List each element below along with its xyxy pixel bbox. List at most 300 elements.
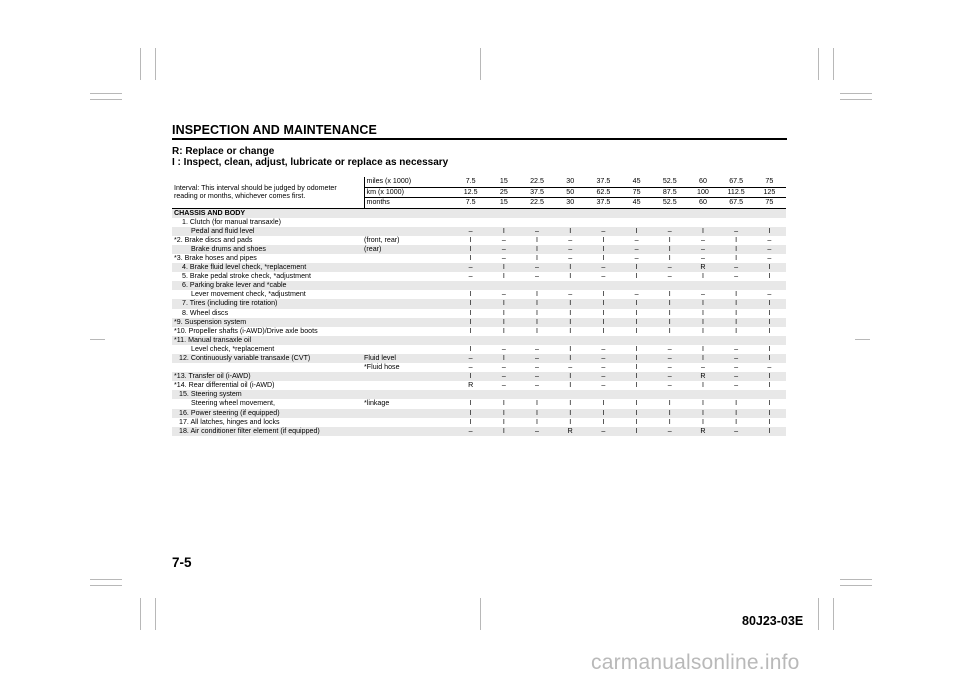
schedule-cell: – [568, 290, 573, 299]
schedule-row [172, 418, 786, 427]
schedule-cell: I [502, 299, 505, 308]
schedule-cell [653, 208, 686, 218]
item-label: 16. Power steering (if equipped) [179, 408, 280, 417]
schedule-cell: – [535, 372, 539, 381]
scale-value: 22.5 [520, 177, 553, 187]
schedule-cell: I [668, 253, 671, 262]
schedule-cell [487, 336, 520, 345]
schedule-cell: I [768, 381, 771, 390]
schedule-cell: I [668, 235, 671, 244]
item-qualifier: Fluid level [364, 354, 396, 362]
schedule-cell [753, 336, 786, 345]
scale-value: 45 [620, 177, 653, 187]
schedule-cell: – [734, 272, 739, 281]
scale-value: 7.5 [454, 198, 487, 209]
schedule-cell: – [501, 381, 506, 390]
schedule-cell: I [635, 426, 638, 435]
schedule-cell: – [734, 426, 739, 435]
scale-value: 100 [686, 187, 719, 198]
schedule-cell: I [602, 299, 605, 308]
schedule-cell: – [468, 354, 473, 362]
schedule-cell: I [536, 290, 538, 299]
scale-value: 52.5 [653, 198, 686, 209]
schedule-cell [620, 336, 653, 345]
schedule-cell: – [767, 244, 772, 253]
schedule-cell: I [602, 253, 605, 262]
schedule-cell: I [635, 226, 638, 235]
schedule-cell [520, 390, 553, 399]
schedule-cell: I [635, 263, 638, 272]
schedule-cell: I [668, 417, 671, 426]
scale-value: 25 [487, 187, 520, 198]
schedule-cell [520, 281, 553, 290]
crop-mark [818, 598, 819, 630]
item-label: *10. Propeller shafts (i-AWD)/Drive axle boots [174, 326, 318, 335]
schedule-cell: I [602, 290, 605, 299]
schedule-cell: I [469, 344, 472, 353]
item-label: *11. Manual transaxle oil [174, 335, 252, 344]
schedule-row [172, 336, 786, 345]
schedule-row [172, 427, 786, 436]
scale-value: 112.5 [720, 187, 753, 198]
schedule-cell: I [569, 381, 572, 390]
schedule-cell [454, 336, 487, 345]
schedule-cell: – [734, 226, 739, 235]
item-qualifier [364, 254, 454, 263]
schedule-cell: I [602, 317, 605, 326]
schedule-cell [487, 281, 520, 290]
schedule-cell: I [602, 326, 605, 335]
schedule-cell: I [602, 399, 605, 408]
schedule-cell: – [468, 363, 473, 372]
schedule-cell: I [768, 354, 771, 362]
schedule-cell: I [768, 308, 771, 317]
scale-value: 75 [753, 198, 786, 209]
schedule-cell: I [536, 399, 538, 408]
schedule-cell: – [667, 426, 672, 435]
schedule-cell: I [735, 317, 738, 326]
schedule-cell [620, 218, 653, 227]
schedule-cell: I [735, 326, 738, 335]
schedule-cell: R [700, 263, 706, 272]
schedule-cell: I [602, 235, 605, 244]
schedule-cell: I [536, 253, 538, 262]
schedule-cell: I [701, 354, 704, 362]
schedule-cell: – [501, 363, 506, 372]
schedule-row [172, 318, 786, 327]
schedule-cell: – [568, 244, 573, 253]
schedule-cell [686, 208, 719, 218]
schedule-cell: I [701, 226, 704, 235]
schedule-cell [587, 281, 620, 290]
schedule-cell: – [468, 426, 473, 435]
schedule-cell: I [668, 399, 671, 408]
item-qualifier [364, 336, 454, 345]
scale-value: 75 [753, 177, 786, 187]
schedule-cell: I [569, 317, 572, 326]
schedule-cell: – [667, 272, 672, 281]
schedule-cell: R [700, 426, 706, 435]
schedule-cell [620, 208, 653, 218]
schedule-cell: I [536, 417, 538, 426]
schedule-cell: I [735, 235, 738, 244]
schedule-cell: – [468, 226, 473, 235]
schedule-cell: I [469, 317, 472, 326]
schedule-cell: – [667, 363, 672, 372]
schedule-cell [554, 218, 587, 227]
schedule-cell [554, 336, 587, 345]
schedule-row [172, 299, 786, 308]
schedule-cell: – [601, 372, 606, 381]
item-qualifier [364, 318, 454, 327]
schedule-cell: I [701, 417, 704, 426]
schedule-cell: I [569, 326, 572, 335]
schedule-cell: I [768, 263, 771, 272]
schedule-cell: I [602, 244, 605, 253]
schedule-cell: I [502, 317, 505, 326]
schedule-cell: – [535, 354, 539, 362]
schedule-cell [487, 208, 520, 218]
scale-value: 37.5 [587, 177, 620, 187]
schedule-cell [720, 390, 753, 399]
item-qualifier [364, 218, 454, 227]
schedule-cell: – [501, 290, 506, 299]
schedule-cell: – [734, 354, 739, 362]
item-label: Pedal and fluid level [191, 226, 255, 235]
schedule-cell [686, 218, 719, 227]
schedule-cell [520, 218, 553, 227]
schedule-cell: I [502, 354, 505, 362]
schedule-cell: – [601, 354, 606, 362]
scale-value: 125 [753, 187, 786, 198]
crop-mark [480, 48, 481, 80]
schedule-cell [753, 208, 786, 218]
item-label: 8. Wheel discs [182, 308, 229, 317]
legend [172, 146, 448, 168]
legend-inspect: I : Inspect, clean, adjust, lubricate or replace as necessary [172, 157, 449, 168]
scale-value: 30 [554, 198, 587, 209]
scale-value: 52.5 [653, 177, 686, 187]
schedule-cell: I [469, 290, 472, 299]
schedule-cell: R [700, 372, 706, 381]
schedule-cell: I [536, 308, 538, 317]
item-qualifier [364, 290, 454, 299]
item-label: *13. Transfer oil (i-AWD) [174, 372, 251, 381]
schedule-cell: – [601, 272, 606, 281]
schedule-row [172, 227, 786, 236]
schedule-cell: – [667, 372, 672, 381]
schedule-cell: I [469, 326, 472, 335]
item-qualifier [364, 208, 454, 218]
schedule-cell: I [735, 417, 738, 426]
item-label [172, 363, 364, 372]
schedule-cell: I [469, 399, 472, 408]
schedule-row [172, 390, 786, 399]
schedule-cell: I [701, 272, 704, 281]
item-label: 7. Tires (including tire rotation) [182, 299, 278, 308]
schedule-cell: I [701, 381, 704, 390]
schedule-cell: – [634, 290, 639, 299]
schedule-cell: I [536, 235, 538, 244]
schedule-cell: – [601, 263, 606, 272]
schedule-cell [554, 390, 587, 399]
schedule-row [172, 363, 786, 372]
schedule-cell: I [768, 344, 771, 353]
schedule-cell [454, 218, 487, 227]
schedule-cell: I [602, 308, 605, 317]
schedule-cell [686, 281, 719, 290]
scale-value: 15 [487, 177, 520, 187]
schedule-cell [720, 336, 753, 345]
item-qualifier: *Fluid hose [364, 363, 400, 372]
schedule-cell: – [634, 244, 639, 253]
schedule-cell: I [735, 290, 738, 299]
schedule-cell: I [635, 272, 638, 281]
schedule-cell: I [635, 317, 638, 326]
item-label: 18. Air conditioner filter element (if equipped) [179, 426, 320, 435]
crop-mark [90, 585, 122, 586]
schedule-cell: I [668, 299, 671, 308]
crop-mark [840, 585, 872, 586]
scale-value: 37.5 [520, 187, 553, 198]
watermark: carmanualsonline.info [591, 651, 800, 674]
schedule-cell: I [469, 299, 472, 308]
schedule-cell [487, 390, 520, 399]
schedule-cell: I [569, 399, 572, 408]
item-qualifier [364, 390, 454, 399]
item-label: *2. Brake discs and pads [174, 235, 253, 244]
schedule-cell: – [501, 253, 506, 262]
schedule-cell: I [668, 308, 671, 317]
schedule-cell: – [501, 344, 506, 353]
schedule-cell: I [768, 408, 771, 417]
schedule-cell: – [700, 363, 705, 372]
schedule-cell: – [734, 372, 739, 381]
schedule-cell: I [635, 299, 638, 308]
item-label: *14. Rear differential oil (i-AWD) [174, 381, 275, 390]
item-label: Level check, *replacement [191, 344, 275, 353]
schedule-cell [753, 390, 786, 399]
schedule-cell: I [569, 417, 572, 426]
item-label: 15. Steering system [179, 390, 242, 399]
schedule-cell: I [768, 372, 771, 381]
schedule-cell [753, 218, 786, 227]
item-label: CHASSIS AND BODY [174, 208, 246, 217]
schedule-cell: I [502, 263, 505, 272]
schedule-cell: I [735, 408, 738, 417]
schedule-cell: I [469, 235, 472, 244]
schedule-cell: I [602, 408, 605, 417]
schedule-cell: I [768, 226, 771, 235]
schedule-cell: – [535, 344, 539, 353]
crop-mark [840, 99, 872, 100]
schedule-row [172, 254, 786, 263]
schedule-cell: – [535, 381, 539, 390]
crop-mark [90, 579, 122, 580]
schedule-cell: – [535, 263, 539, 272]
schedule-cell: I [768, 317, 771, 326]
schedule-cell: I [701, 308, 704, 317]
crop-mark [818, 48, 819, 80]
schedule-cell [753, 281, 786, 290]
scale-unit: km (x 1000) [364, 187, 454, 198]
schedule-row [172, 218, 786, 227]
schedule-cell: I [735, 399, 738, 408]
maintenance-schedule-table [172, 177, 786, 436]
schedule-cell [720, 281, 753, 290]
schedule-cell: I [569, 299, 572, 308]
schedule-cell: I [569, 372, 572, 381]
crop-mark [833, 598, 834, 630]
crop-mark [90, 99, 122, 100]
item-qualifier [364, 327, 454, 336]
schedule-cell: – [734, 363, 739, 372]
crop-mark [140, 48, 141, 80]
schedule-cell: – [501, 235, 506, 244]
schedule-cell: – [700, 253, 705, 262]
schedule-cell: I [701, 399, 704, 408]
schedule-cell: I [469, 408, 472, 417]
scale-value: 30 [554, 177, 587, 187]
schedule-cell: – [634, 253, 639, 262]
item-qualifier [364, 309, 454, 318]
schedule-cell: I [502, 308, 505, 317]
schedule-cell [454, 208, 487, 218]
crop-mark [480, 598, 481, 630]
schedule-cell: I [735, 308, 738, 317]
schedule-row [172, 345, 786, 354]
schedule-cell: I [469, 417, 472, 426]
schedule-cell [686, 336, 719, 345]
item-label: Lever movement check, *adjustment [191, 290, 306, 299]
schedule-cell: I [668, 290, 671, 299]
schedule-cell: I [569, 263, 572, 272]
schedule-cell: I [536, 317, 538, 326]
item-qualifier [364, 381, 454, 390]
item-label: *3. Brake hoses and pipes [174, 253, 257, 262]
scale-value: 60 [686, 177, 719, 187]
schedule-cell: I [668, 317, 671, 326]
schedule-cell [587, 218, 620, 227]
schedule-cell: I [701, 299, 704, 308]
crop-mark [833, 48, 834, 80]
item-qualifier [364, 281, 454, 290]
schedule-row [172, 272, 786, 281]
schedule-cell: – [601, 226, 606, 235]
schedule-cell: – [634, 235, 639, 244]
schedule-cell: I [502, 272, 505, 281]
schedule-cell [454, 390, 487, 399]
schedule-cell: – [667, 354, 672, 362]
schedule-cell: – [601, 381, 606, 390]
schedule-cell: I [768, 299, 771, 308]
schedule-row [172, 236, 786, 245]
schedule-cell: I [469, 372, 472, 381]
page-number: 7-5 [172, 555, 192, 570]
scale-value: 12.5 [454, 187, 487, 198]
schedule-cell: – [734, 381, 739, 390]
schedule-cell: – [568, 253, 573, 262]
schedule-cell [620, 390, 653, 399]
schedule-cell: – [700, 244, 705, 253]
item-qualifier [364, 263, 454, 272]
schedule-cell [520, 208, 553, 218]
schedule-cell [653, 390, 686, 399]
schedule-cell: I [635, 354, 638, 362]
schedule-cell: I [569, 226, 572, 235]
schedule-cell: I [502, 417, 505, 426]
schedule-cell: I [502, 399, 505, 408]
schedule-cell: I [768, 426, 771, 435]
schedule-cell: I [735, 253, 738, 262]
schedule-cell: – [700, 235, 705, 244]
schedule-cell: – [767, 235, 772, 244]
schedule-cell: I [569, 354, 572, 362]
schedule-row [172, 290, 786, 299]
schedule-cell: – [535, 226, 539, 235]
schedule-cell: I [635, 372, 638, 381]
schedule-cell: I [701, 326, 704, 335]
schedule-cell: I [768, 399, 771, 408]
schedule-row [172, 263, 786, 272]
schedule-row [172, 245, 786, 254]
item-qualifier [364, 299, 454, 308]
schedule-cell: – [535, 272, 539, 281]
scale-value: 50 [554, 187, 587, 198]
schedule-cell [620, 281, 653, 290]
scale-unit: months [364, 198, 454, 209]
schedule-cell: – [700, 290, 705, 299]
schedule-cell: R [567, 426, 573, 435]
schedule-cell: – [767, 253, 772, 262]
scale-value: 60 [686, 198, 719, 209]
item-qualifier [364, 372, 454, 381]
schedule-cell: I [768, 417, 771, 426]
schedule-cell: I [768, 272, 771, 281]
item-label: 17. All latches, hinges and locks [179, 417, 280, 426]
header-rule [172, 138, 787, 140]
schedule-cell [686, 390, 719, 399]
item-qualifier: *linkage [364, 399, 390, 408]
schedule-cell: – [667, 381, 672, 390]
schedule-row [172, 399, 786, 408]
schedule-cell [653, 218, 686, 227]
item-label: Steering wheel movement, [191, 399, 275, 408]
schedule-cell: I [469, 253, 472, 262]
item-label: 1. Clutch (for manual transaxle) [182, 217, 281, 226]
schedule-cell: I [701, 317, 704, 326]
crop-mark [840, 93, 872, 94]
schedule-cell: I [536, 408, 538, 417]
schedule-cell: I [536, 244, 538, 253]
schedule-row [172, 372, 786, 381]
schedule-cell: I [635, 326, 638, 335]
schedule-cell: – [568, 235, 573, 244]
item-qualifier: (rear) [364, 244, 382, 253]
schedule-cell [653, 336, 686, 345]
schedule-cell: I [602, 417, 605, 426]
schedule-row [172, 381, 786, 390]
schedule-cell: – [667, 344, 672, 353]
item-qualifier [364, 409, 454, 418]
scale-row-miles [172, 177, 786, 187]
schedule-cell: I [635, 344, 638, 353]
schedule-cell: I [502, 426, 505, 435]
item-label: 5. Brake pedal stroke check, *adjustment [182, 272, 311, 281]
schedule-cell: – [767, 290, 772, 299]
schedule-cell: – [468, 263, 473, 272]
schedule-cell: I [668, 408, 671, 417]
